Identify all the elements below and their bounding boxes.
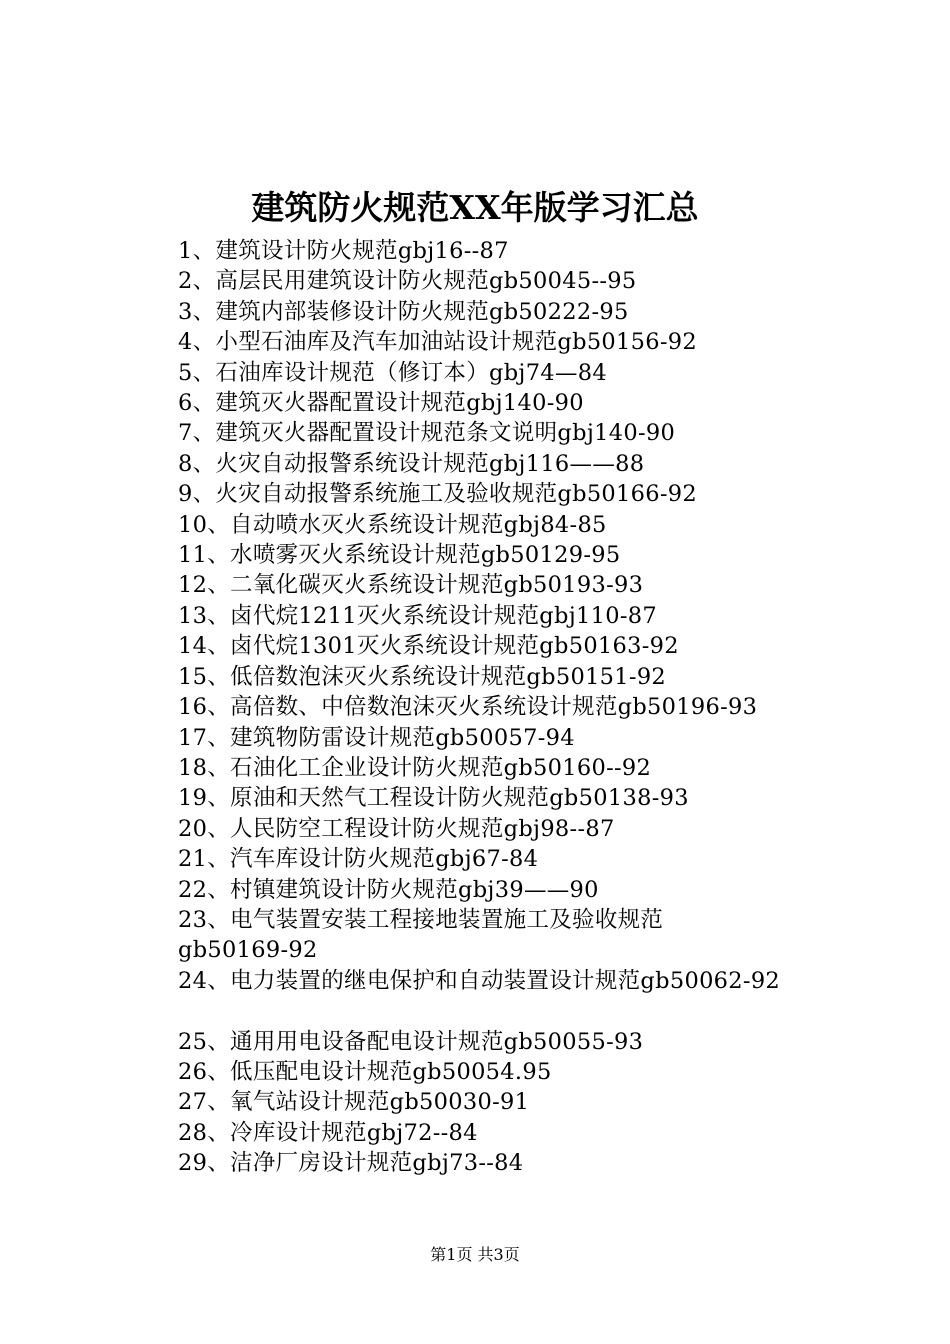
list-item: 27、氧气站设计规范gb50030-91 (178, 1089, 530, 1116)
list-item: 3、建筑内部装修设计防火规范gb50222-95 (178, 298, 629, 325)
list-item: 6、建筑灭火器配置设计规范gbj140-90 (178, 390, 584, 417)
document-title: 建筑防火规范XX年版学习汇总 (251, 188, 699, 227)
list-item: 13、卤代烷1211灭火系统设计规范gbj110-87 (178, 602, 657, 629)
list-item: 19、原油和天然气工程设计防火规范gb50138-93 (178, 785, 689, 812)
list-item: 9、火灾自动报警系统施工及验收规范gb50166-92 (178, 481, 698, 508)
list-item: 7、建筑灭火器配置设计规范条文说明gbj140-90 (178, 420, 676, 447)
list-item: 4、小型石油库及汽车加油站设计规范gb50156-92 (178, 329, 698, 356)
list-item: 14、卤代烷1301灭火系统设计规范gb50163-92 (178, 633, 679, 660)
page-number: 第1页 共3页 (430, 1245, 520, 1264)
list-item: 25、通用用电设备配电设计规范gb50055-93 (178, 1028, 644, 1055)
list-item: 29、洁净厂房设计规范gbj73--84 (178, 1150, 524, 1177)
list-item: 17、建筑物防雷设计规范gb50057-94 (178, 724, 575, 751)
list-item: 22、村镇建筑设计防火规范gbj39——90 (178, 876, 599, 903)
list-item: 26、低压配电设计规范gb50054.95 (178, 1058, 552, 1085)
list-item: 12、二氧化碳灭火系统设计规范gb50193-93 (178, 572, 644, 599)
list-item: 1、建筑设计防火规范gbj16--87 (178, 238, 509, 264)
list-item: 5、石油库设计规范（修订本）gbj74—84 (178, 359, 607, 386)
regulation-list (178, 236, 878, 1179)
list-item: 21、汽车库设计防火规范gbj67-84 (178, 846, 539, 873)
list-item: 23、电气装置安装工程接地装置施工及验收规范gb50169-92 (178, 906, 664, 964)
list-item: 28、冷库设计规范gbj72--84 (178, 1119, 478, 1146)
list-item: 10、自动喷水灭火系统设计规范gbj84-85 (178, 511, 607, 538)
list-item: 2、高层民用建筑设计防火规范gb50045--95 (178, 268, 637, 295)
list-item: 20、人民防空工程设计防火规范gbj98--87 (178, 815, 615, 842)
list-item: 8、火灾自动报警系统设计规范gbj116——88 (178, 450, 645, 477)
list-item: 15、低倍数泡沫灭火系统设计规范gb50151-92 (178, 663, 667, 690)
list-item: 18、石油化工企业设计防火规范gb50160--92 (178, 754, 652, 781)
list-item: 24、电力装置的继电保护和自动装置设计规范gb50062-92 (178, 967, 781, 994)
list-item: 11、水喷雾灭火系统设计规范gb50129-95 (178, 542, 621, 569)
list-item: 16、高倍数、中倍数泡沫灭火系统设计规范gb50196-93 (178, 694, 758, 721)
